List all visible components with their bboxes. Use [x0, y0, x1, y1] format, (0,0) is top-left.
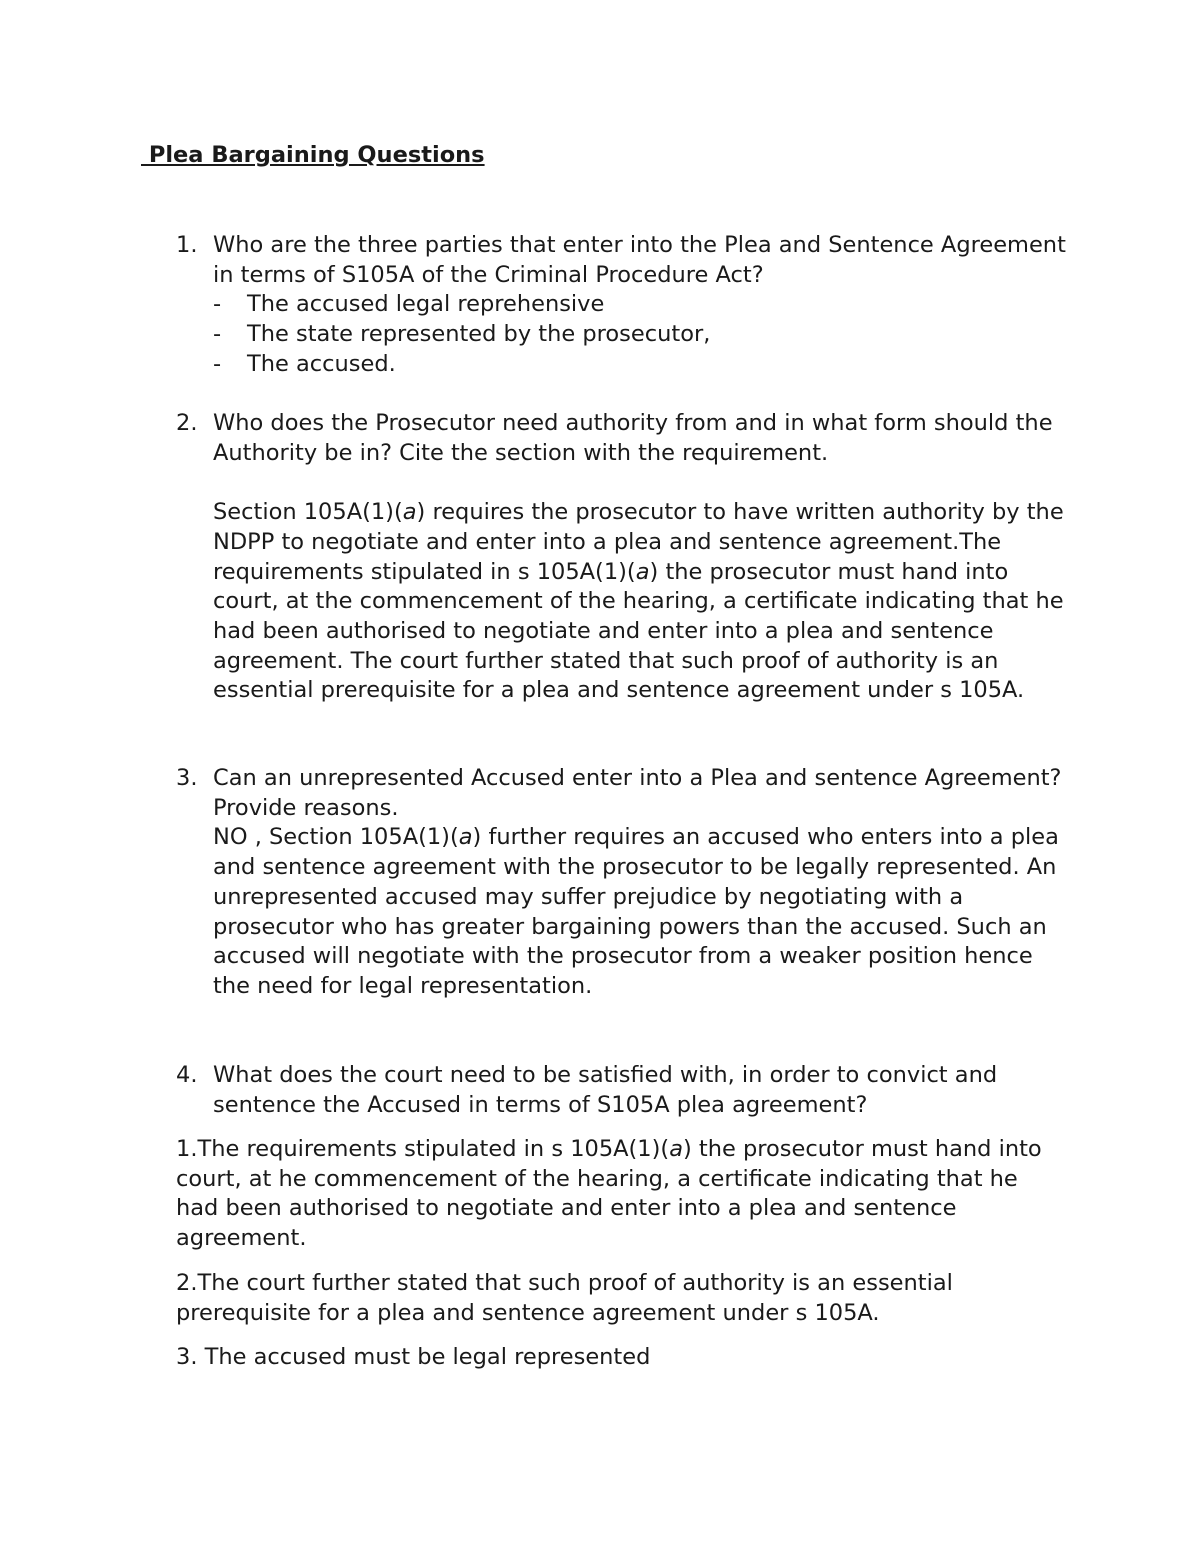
question-text: Can an unrepresented Accused enter into a Plea and sentence Agreement? Provide reasons. — [213, 765, 1062, 821]
list-item — [176, 320, 1076, 350]
question-2 — [176, 409, 1076, 706]
answer-text: ) the prosecutor must hand into court, at the commencement of the hearing, a certificate indicating that he had been authorised to negotiate and enter into a plea and sentence agreement. The court further stated that such proof of authority is an essential prerequisite for a plea and sentence agreement under s 105A. — [213, 558, 1064, 704]
page-title: Plea Bargaining Questions — [141, 142, 485, 168]
question-number: 3. — [176, 765, 198, 791]
italic-letter: a — [635, 558, 650, 585]
answer-text: ) further requires an accused who enters into a plea and sentence agreement with the prosecutor to be legally represented. An unrepresented accused may suffer prejudice by negotiating with a prosecutor who has greater bargaining powers than the accused. Such an accused will negotiate with the prosecutor from a weaker position hence the need for legal representation. — [213, 824, 1059, 999]
answer-paragraph — [176, 498, 1076, 706]
dash-bullet: - — [213, 350, 222, 377]
dash-bullet: - — [213, 321, 222, 348]
answer-paragraph-1 — [176, 1135, 1056, 1254]
italic-letter: a — [669, 1136, 683, 1162]
question-4 — [176, 1061, 1076, 1120]
question-3 — [176, 764, 1076, 1002]
answer-text: NO , Section 105A(1)( — [213, 824, 459, 851]
italic-letter: a — [402, 499, 417, 526]
answer-paragraph-2: 2.The court further stated that such proof of authority is an essential prerequisite for a plea and sentence agreement under s 105A. — [176, 1270, 953, 1326]
answer-text: ) requires the prosecutor to have written authority by the NDPP to negotiate and enter into a plea and sentence agreement.The requirements stipulated in s 105A(1)( — [213, 499, 1064, 585]
answer-paragraph-3: 3. The accused must be legal represented — [176, 1344, 651, 1370]
list-item-text: The accused legal reprehensive — [247, 291, 605, 318]
answer-text: ) the prosecutor must hand into court, at he commencement of the hearing, a certificate indicating that he had been authorised to negotiate and enter into a plea and sentence agreement. — [176, 1136, 1042, 1252]
list-item-text: The state represented by the prosecutor, — [247, 321, 711, 348]
question-text: What does the court need to be satisfied with, in order to convict and sentence the Accused in terms of S105A plea agreement? — [213, 1062, 998, 1118]
dash-bullet: - — [213, 291, 222, 318]
list-item — [176, 290, 1076, 320]
question-text: Who does the Prosecutor need authority from and in what form should the Authority be in? Cite the section with the requirement. — [213, 410, 1053, 466]
list-item-text: The accused. — [247, 350, 396, 377]
list-item — [176, 350, 1076, 380]
question-number: 2. — [176, 410, 198, 436]
answer-text: Section 105A(1)( — [213, 499, 403, 526]
question-1 — [176, 231, 1076, 380]
answer-paragraph — [176, 823, 1076, 1001]
question-text: Who are the three parties that enter into the Plea and Sentence Agreement in terms of S105A of the Criminal Procedure Act? — [213, 232, 1066, 288]
italic-letter: a — [458, 824, 473, 851]
question-number: 1. — [176, 232, 198, 258]
answer-text: 1.The requirements stipulated in s 105A(1)( — [176, 1136, 670, 1162]
question-number: 4. — [176, 1062, 198, 1088]
